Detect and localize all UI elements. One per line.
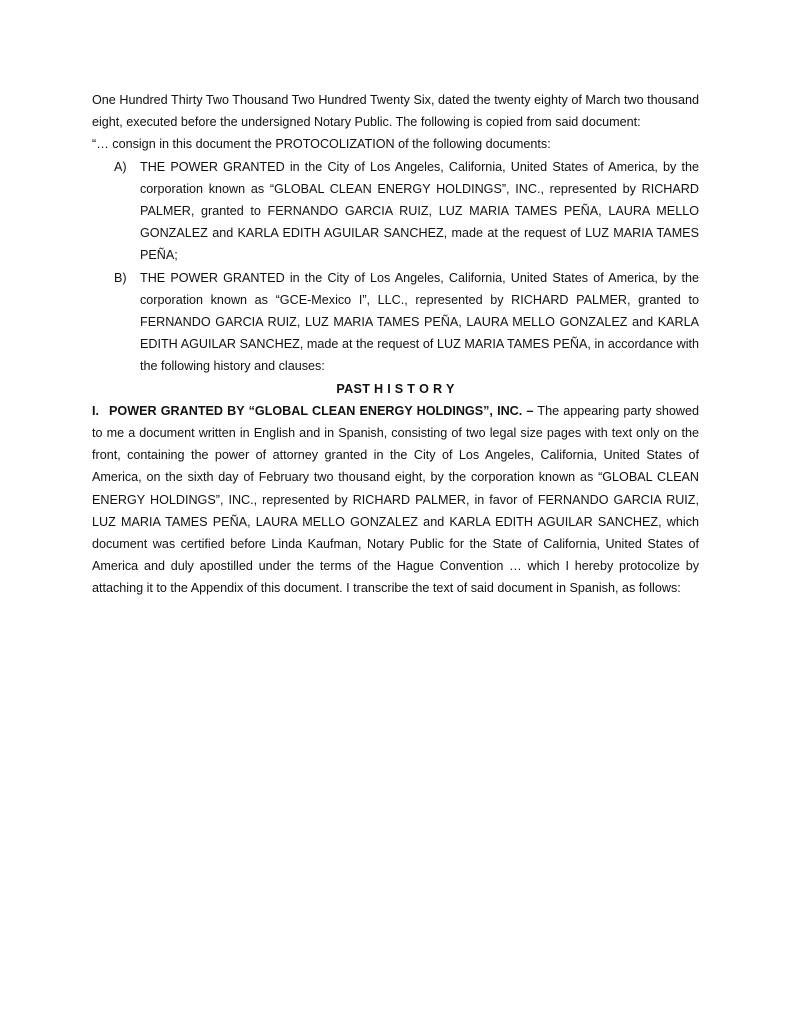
section-heading: PAST H I S T O R Y (336, 381, 455, 396)
quote-line: “… consign in this document the PROTOCOLIZATION of the following documents: (92, 137, 551, 152)
list-item-a (92, 156, 699, 267)
section-1-body: The appearing party showed to me a document written in English and in Spanish, consisting of two legal size pages with text only on the front, containing the power of attorney granted in the City of Los Angeles, California, United States of America, on the sixth day of February two thousand eight, by the corporation known as “GLOBAL CLEAN ENERGY HOLDINGS”, INC., represented by RICHARD PALMER, in favor of FERNANDO GARCIA RUIZ, LUZ MARIA TAMES PEÑA, LAURA MELLO GONZALEZ and KARLA EDITH AGUILAR SANCHEZ, which document was certified before Linda Kaufman, Notary Public for the State of California, United States of America and duly apostilled under the terms of the Hague Convention … which I hereby protocolize by attaching it to the Appendix of this document. I transcribe the text of said document in Spanish, as follows: (92, 403, 699, 596)
list-item-a-text: THE POWER GRANTED in the City of Los Angeles, California, United States of America, by the corporation known as “GLOBAL CLEAN ENERGY HOLDINGS”, INC., represented by RICHARD PALMER, granted to FERNANDO GARCIA RUIZ, LUZ MARIA TAMES PEÑA, LAURA MELLO GONZALEZ and KARLA EDITH AGUILAR SANCHEZ, made at the request of LUZ MARIA TAMES PEÑA; (140, 159, 699, 263)
document-list (92, 156, 699, 378)
list-marker-b: B) (114, 270, 127, 285)
section-1-title: POWER GRANTED BY “GLOBAL CLEAN ENERGY HOLDINGS”, INC. – (109, 403, 534, 418)
section-1-paragraph (92, 400, 699, 600)
list-item-b-text: THE POWER GRANTED in the City of Los Angeles, California, United States of America, by the corporation known as “GCE-Mexico I”, LLC., represented by RICHARD PALMER, granted to FERNANDO GARCIA RUIZ, LUZ MARIA TAMES PEÑA, LAURA MELLO GONZALEZ and KARLA EDITH AGUILAR SANCHEZ, made at the request of LUZ MARIA TAMES PEÑA, in accordance with the following history and clauses: (140, 270, 699, 374)
intro-paragraph: One Hundred Thirty Two Thousand Two Hundred Twenty Six, dated the twenty eighty of March two thousand eight, executed before the undersigned Notary Public. The following is copied from said document: (92, 93, 699, 130)
list-marker-a: A) (114, 159, 127, 174)
document-body (92, 89, 699, 600)
section-1-number: I. (92, 403, 99, 418)
list-item-b (92, 267, 699, 378)
